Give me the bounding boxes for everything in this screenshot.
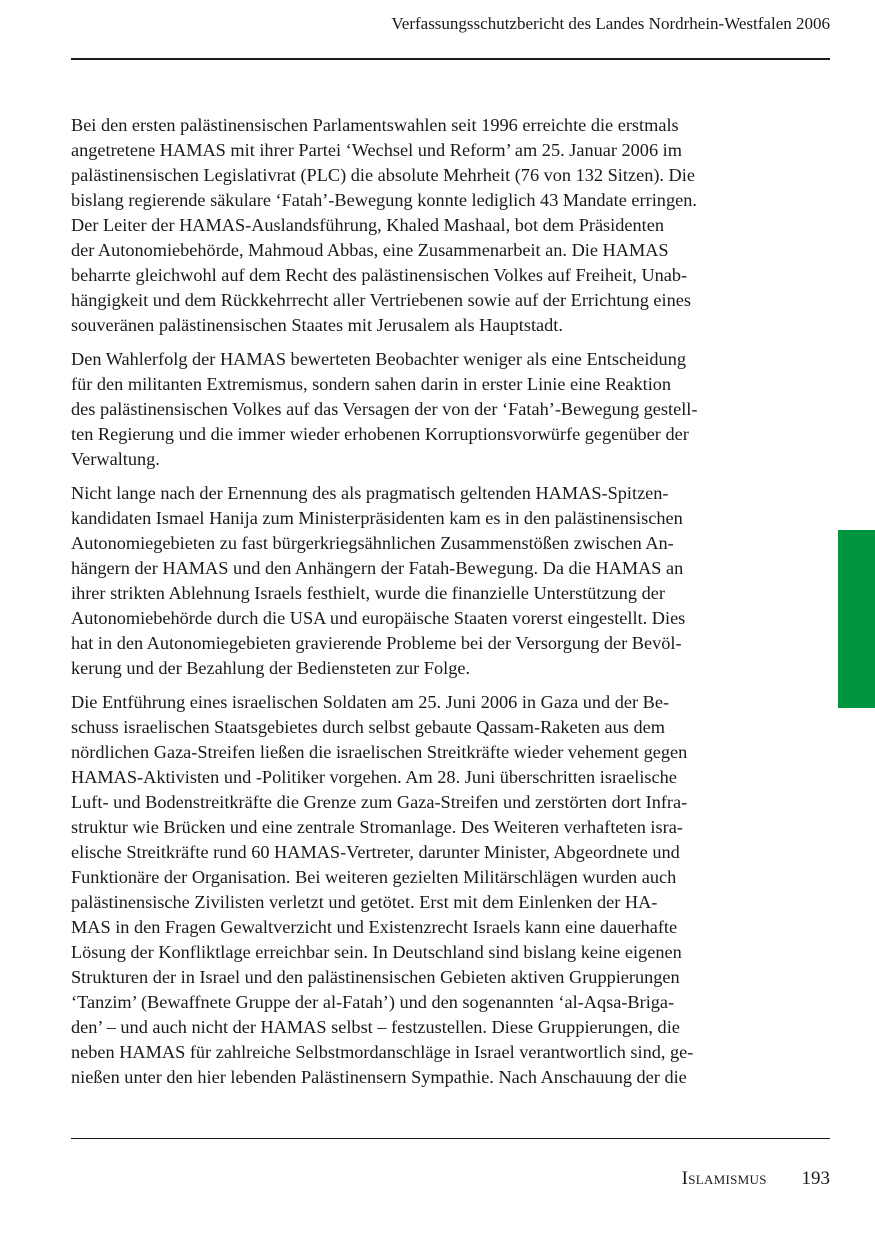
text-line: bislang regierende säkulare ‘Fatah’-Bewegung konnte lediglich 43 Mandate erringen. xyxy=(71,190,697,210)
paragraph xyxy=(71,481,789,681)
text-line: elische Streitkräfte rund 60 HAMAS-Vertreter, darunter Minister, Abgeordnete und xyxy=(71,842,680,862)
text-line: palästinensischen Legislativrat (PLC) die absolute Mehrheit (76 von 132 Sitzen). Die xyxy=(71,165,695,185)
text-line: Der Leiter der HAMAS-Auslandsführung, Khaled Mashaal, bot dem Präsidenten xyxy=(71,215,664,235)
text-line: nießen unter den hier lebenden Palästinensern Sympathie. Nach Anschauung der die xyxy=(71,1067,687,1087)
text-line: für den militanten Extremismus, sondern sahen darin in erster Linie eine Reaktion xyxy=(71,374,672,394)
section-color-tab xyxy=(838,530,875,708)
text-line: ten Regierung und die immer wieder erhobenen Korruptionsvorwürfe gegenüber der xyxy=(71,424,689,444)
paragraph xyxy=(71,690,789,1090)
text-line: palästinensische Zivilisten verletzt und getötet. Erst mit dem Einlenken der HA- xyxy=(71,892,658,912)
text-line: ‘Tanzim’ (Bewaffnete Gruppe der al-Fatah’) und den sogenannten ‘al-Aqsa-Briga- xyxy=(71,992,675,1012)
text-line: angetretene HAMAS mit ihrer Partei ‘Wechsel und Reform’ am 25. Januar 2006 im xyxy=(71,140,682,160)
section-title: Islamismus xyxy=(681,1168,767,1189)
paragraph xyxy=(71,113,789,338)
text-line: hat in den Autonomiegebieten gravierende Probleme bei der Versorgung der Bevöl- xyxy=(71,633,682,653)
page-number: 193 xyxy=(801,1168,830,1189)
page-footer xyxy=(682,1167,830,1191)
text-line: Autonomiegebieten zu fast bürgerkriegsähnlichen Zusammenstößen zwischen An- xyxy=(71,533,674,553)
text-line: Autonomiebehörde durch die USA und europäische Staaten vorerst eingestellt. Dies xyxy=(71,608,686,628)
body-text xyxy=(71,113,789,1099)
text-line: Lösung der Konfliktlage erreichbar sein. In Deutschland sind bislang keine eigenen xyxy=(71,942,682,962)
text-line: Luft- und Bodenstreitkräfte die Grenze zum Gaza-Streifen und zerstörten dort Infra- xyxy=(71,792,688,812)
text-line: HAMAS-Aktivisten und -Politiker vorgehen. Am 28. Juni überschritten israelische xyxy=(71,767,677,787)
text-line: des palästinensischen Volkes auf das Versagen der von der ‘Fatah’-Bewegung gestell- xyxy=(71,399,698,419)
footer-rule xyxy=(71,1138,830,1139)
text-line: Bei den ersten palästinensischen Parlamentswahlen seit 1996 erreichte die erstmals xyxy=(71,115,679,135)
text-line: struktur wie Brücken und eine zentrale Stromanlage. Des Weiteren verhafteten isra- xyxy=(71,817,683,837)
text-line: Funktionäre der Organisation. Bei weiteren gezielten Militärschlägen wurden auch xyxy=(71,867,677,887)
text-line: der Autonomiebehörde, Mahmoud Abbas, eine Zusammenarbeit an. Die HAMAS xyxy=(71,240,669,260)
text-line: beharrte gleichwohl auf dem Recht des palästinensischen Volkes auf Freiheit, Unab- xyxy=(71,265,688,285)
text-line: nördlichen Gaza-Streifen ließen die israelischen Streitkräfte wieder vehement gegen xyxy=(71,742,688,762)
text-line: hängern der HAMAS und den Anhängern der Fatah-Bewegung. Da die HAMAS an xyxy=(71,558,684,578)
text-line: souveränen palästinensischen Staates mit Jerusalem als Hauptstadt. xyxy=(71,315,563,335)
text-line: neben HAMAS für zahlreiche Selbstmordanschläge in Israel verantwortlich sind, ge- xyxy=(71,1042,694,1062)
running-head: Verfassungsschutzbericht des Landes Nordrhein-Westfalen 2006 xyxy=(391,14,830,33)
text-line: Verwaltung. xyxy=(71,449,160,469)
text-line: kerung und der Bezahlung der Bediensteten zur Folge. xyxy=(71,658,471,678)
text-line: Den Wahlerfolg der HAMAS bewerteten Beobachter weniger als eine Entscheidung xyxy=(71,349,686,369)
header-rule xyxy=(71,58,830,60)
paragraph xyxy=(71,347,789,472)
text-line: Strukturen der in Israel und den palästinensischen Gebieten aktiven Gruppierungen xyxy=(71,967,680,987)
text-line: MAS in den Fragen Gewaltverzicht und Existenzrecht Israels kann eine dauerhafte xyxy=(71,917,678,937)
text-line: Die Entführung eines israelischen Soldaten am 25. Juni 2006 in Gaza und der Be- xyxy=(71,692,670,712)
text-line: schuss israelischen Staatsgebietes durch selbst gebaute Qassam-Raketen aus dem xyxy=(71,717,665,737)
text-line: den’ – und auch nicht der HAMAS selbst – festzustellen. Diese Gruppierungen, die xyxy=(71,1017,680,1037)
text-line: hängigkeit und dem Rückkehrrecht aller Vertriebenen sowie auf der Errichtung eines xyxy=(71,290,691,310)
text-line: kandidaten Ismael Hanija zum Ministerpräsidenten kam es in den palästinensischen xyxy=(71,508,683,528)
text-line: Nicht lange nach der Ernennung des als pragmatisch geltenden HAMAS-Spitzen- xyxy=(71,483,669,503)
text-line: ihrer strikten Ablehnung Israels festhielt, wurde die finanzielle Unterstützung der xyxy=(71,583,665,603)
